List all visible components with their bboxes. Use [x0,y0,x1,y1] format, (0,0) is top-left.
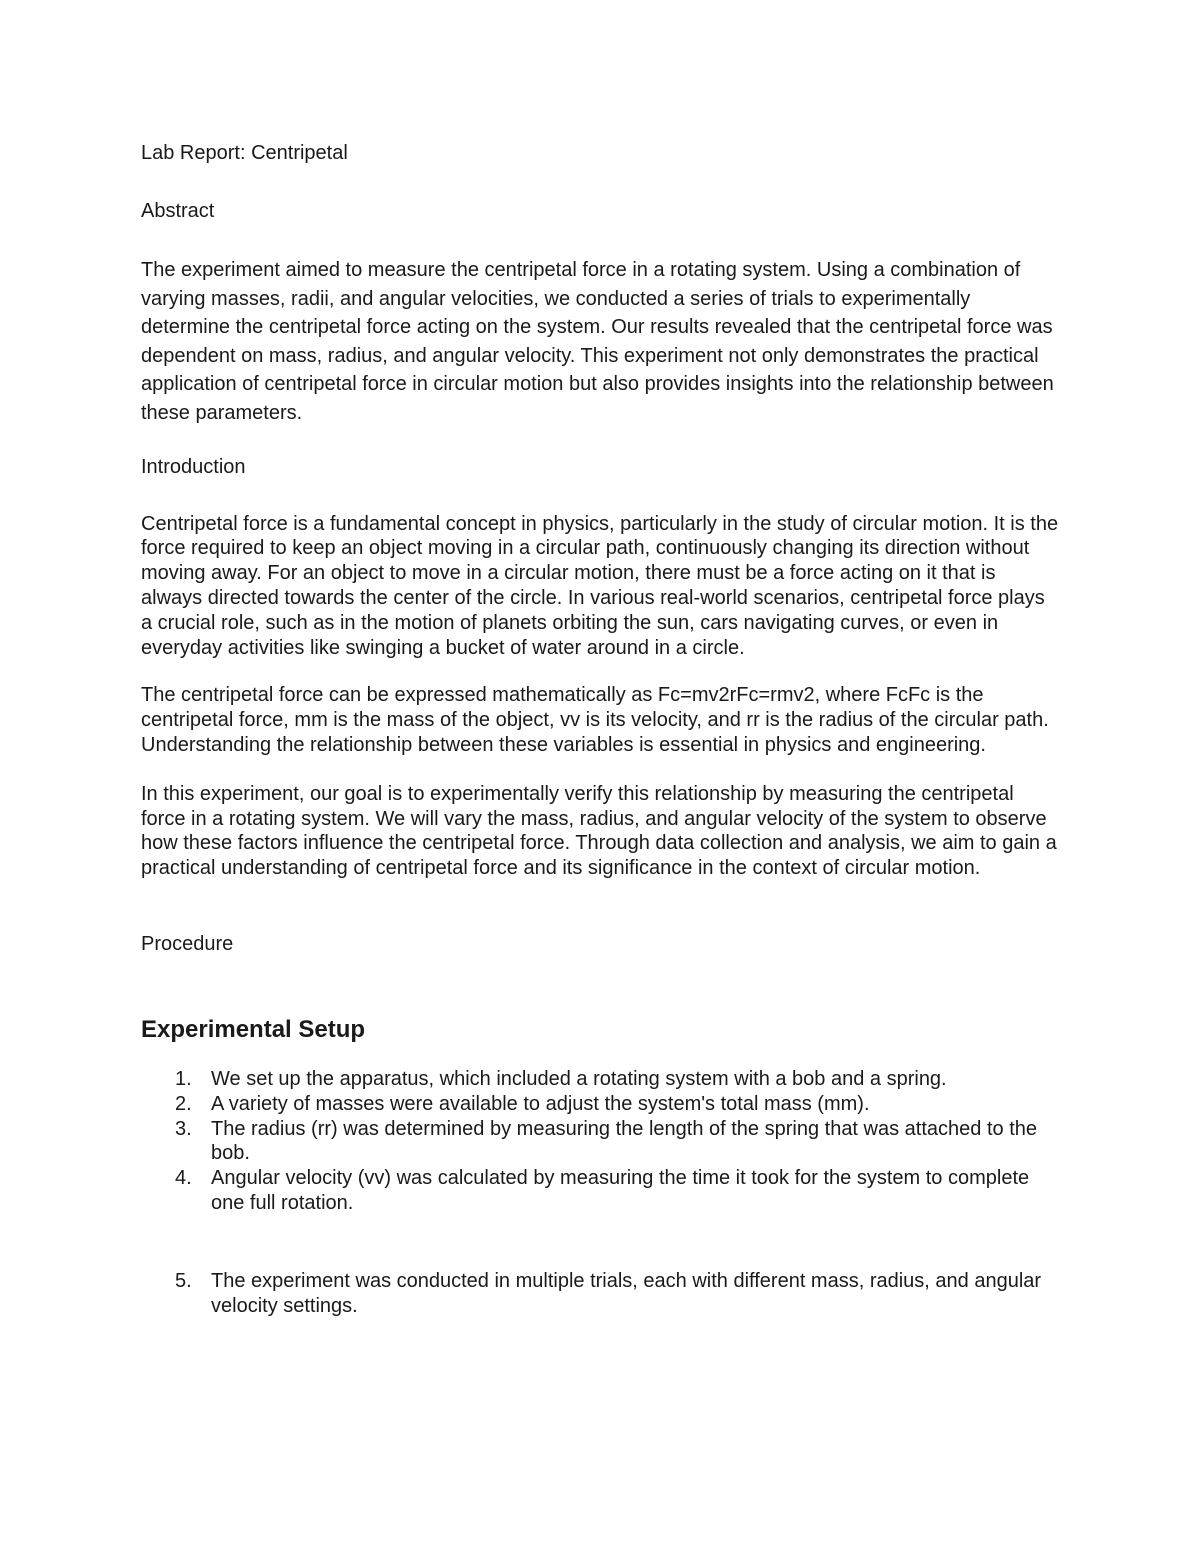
list-item-number: 2. [175,1092,192,1115]
introduction-paragraph-1: Centripetal force is a fundamental concept in physics, particularly in the study of circular motion. It is the force required to keep an object moving in a circular path, continuously changing its direction without moving away. For an object to move in a circular motion, there must be a force acting on it that is always directed towards the center of the circle. In various real-world scenarios, centripetal force plays a crucial role, such as in the motion of planets orbiting the sun, cars navigating curves, or even in everyday activities like swinging a bucket of water around in a circle. [141,512,1059,659]
list-item-number: 5. [175,1269,192,1292]
list-item-number: 3. [175,1117,192,1140]
list-item [141,1092,1061,1117]
list-item-text: A variety of masses were available to adjust the system's total mass (mm). [211,1092,870,1115]
list-item-text: The radius (rr) was determined by measuring the length of the spring that was attached to the bob. [211,1117,1037,1165]
experimental-setup-heading: Experimental Setup [141,1015,366,1043]
list-item-text: Angular velocity (vv) was calculated by measuring the time it took for the system to complete one full rotation. [211,1167,1030,1214]
list-item [141,1166,1061,1216]
list-item [141,1269,1061,1319]
procedure-heading: Procedure [141,932,234,955]
document-page [141,141,1061,1318]
list-item [141,1117,1061,1167]
list-item-number: 4. [175,1167,192,1190]
list-item-text: The experiment was conducted in multiple trials, each with different mass, radius, and angular velocity settings. [211,1269,1042,1317]
list-item-text: We set up the apparatus, which included a rotating system with a bob and a spring. [211,1067,947,1090]
introduction-heading: Introduction [141,455,246,478]
list-item [141,1067,1061,1092]
introduction-paragraph-3: In this experiment, our goal is to experimentally verify this relationship by measuring the centripetal force in a rotating system. We will vary the mass, radius, and angular velocity of the system to observe how these factors influence the centripetal force. Through data collection and analysis, we aim to gain a practical understanding of centripetal force and its significance in the context of circular motion. [141,782,1057,880]
document-title: Lab Report: Centripetal [141,142,348,164]
introduction-paragraph-2: The centripetal force can be expressed mathematically as Fc=mv2rFc=rmv2, where FcFc is the centripetal force, mm is the mass of the object, vv is its velocity, and rr is the radius of the circular path. Understanding the relationship between these variables is essential in physics and engineering. [141,684,1049,756]
setup-steps-list [141,1067,1061,1318]
abstract-heading: Abstract [141,200,215,222]
list-item-number: 1. [175,1067,192,1090]
abstract-paragraph: The experiment aimed to measure the centripetal force in a rotating system. Using a combination of varying masses, radii, and angular velocities, we conducted a series of trials to experimentally determine the centripetal force acting on the system. Our results revealed that the centripetal force was dependent on mass, radius, and angular velocity. This experiment not only demonstrates the practical application of centripetal force in circular motion but also provides insights into the relationship between these parameters. [141,259,1054,424]
